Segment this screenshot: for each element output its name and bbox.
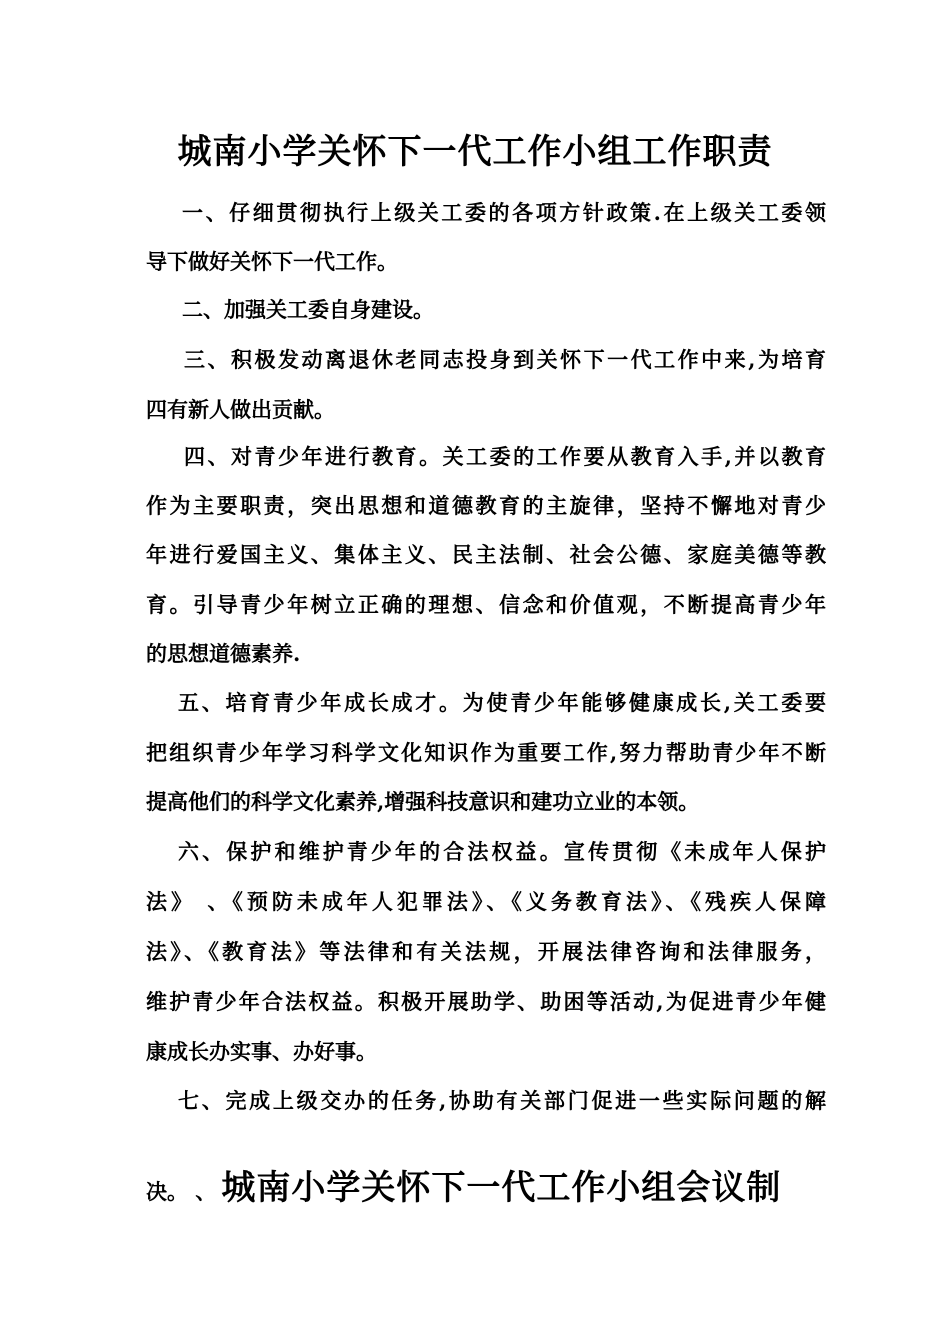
- paragraph-1-line-1: 一、仔细贯彻执行上级关工委的各项方针政策.在上级关工委领: [182, 200, 826, 225]
- second-section-heading: 城南小学关怀下一代工作小组会议制: [221, 1168, 782, 1208]
- paragraph-6-line-2: 法》 、《预防未成年人犯罪法》、《义务教育法》、《残疾人保障: [146, 889, 826, 914]
- paragraph-5-line-3: 提高他们的科学文化素养,增强科技意识和建功立业的本领。: [146, 789, 700, 814]
- paragraph-6-line-1: 六、保护和维护青少年的合法权益。宣传贯彻《未成年人保护: [178, 839, 826, 864]
- paragraph-6-line-5: 康成长办实事、办好事。: [146, 1039, 377, 1064]
- document-title: 城南小学关怀下一代工作小组工作职责: [177, 132, 773, 172]
- paragraph-3-line-2: 四有新人做出贡献。: [146, 397, 335, 422]
- paragraph-4-line-3: 年进行爱国主义、集体主义、民主法制、社会公德、家庭美德等教: [146, 542, 826, 567]
- paragraph-5-line-2: 把组织青少年学习科学文化知识作为重要工作,努力帮助青少年不断: [146, 740, 826, 765]
- paragraph-4-line-2: 作为主要职责，突出思想和道德教育的主旋律，坚持不懈地对青少: [146, 493, 826, 518]
- final-line: [146, 1160, 826, 1209]
- paragraph-4-line-5: 的思想道德素养.: [146, 641, 301, 666]
- paragraph-6-line-4: 维护青少年合法权益。积极开展助学、助困等活动,为促进青少年健: [146, 989, 826, 1014]
- paragraph-6-line-3: 法》、《教育法》等法律和有关法规，开展法律咨询和法律服务，: [146, 939, 826, 964]
- paragraph-4-line-1: 四、对青少年进行教育。关工委的工作要从教育入手,并以教育: [184, 444, 826, 469]
- paragraph-1-line-2: 导下做好关怀下一代工作。: [146, 249, 398, 274]
- paragraph-3-line-1: 三、积极发动离退休老同志投身到关怀下一代工作中来,为培育: [184, 347, 826, 372]
- paragraph-7-line-1: 七、完成上级交办的任务,协助有关部门促进一些实际问题的解: [178, 1088, 826, 1113]
- paragraph-7-line-2: 决。 、: [146, 1179, 217, 1204]
- paragraph-5-line-1: 五、培育青少年成长成才。为使青少年能够健康成长,关工委要: [178, 690, 826, 715]
- paragraph-2-line-1: 二、加强关工委自身建设。: [182, 297, 434, 322]
- paragraph-4-line-4: 育。引导青少年树立正确的理想、信念和价值观，不断提高青少年: [146, 592, 826, 617]
